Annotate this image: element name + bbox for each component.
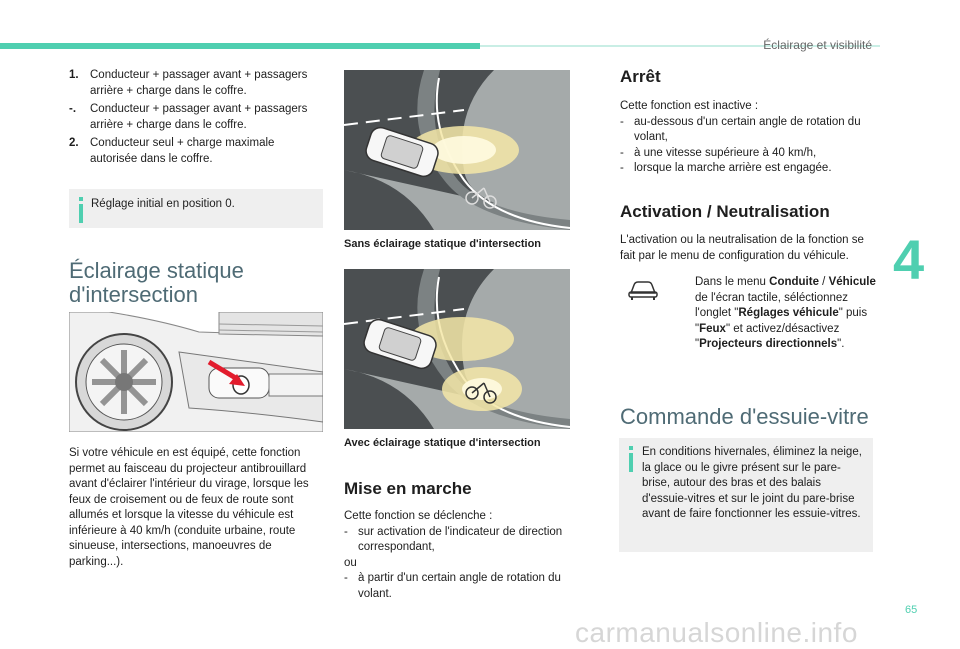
info-text: En conditions hivernales, éliminez la neige, la glace ou le givre présent sur le pare-brise, autour des bras et des balais d'essuie-vitres et sur le joint du pare-brise avant de faire fonctionner les essuie-vitres. <box>642 446 862 520</box>
list-item: 2. Conducteur seul + charge maximale autorisée dans le coffre. <box>69 137 275 165</box>
list-item: - à partir d'un certain angle de rotation du volant. <box>344 572 561 600</box>
illustration-with-cornering-light <box>344 269 570 429</box>
running-header: Éclairage et visibilité <box>763 38 872 52</box>
activation-conditions: Cette fonction se déclenche : - sur activation de l'indicateur de direction correspondant, ou - à partir d'un certain angle de rotation du volant. <box>344 509 576 602</box>
fog-lamp-illustration <box>69 312 323 432</box>
watermark: carmanualsonline.info <box>575 617 858 648</box>
load-list <box>69 68 323 167</box>
info-box-wiper <box>619 438 873 552</box>
arrow-bullet-icon <box>677 275 695 353</box>
info-icon <box>75 197 87 223</box>
car-icon <box>627 279 659 301</box>
section-title-wiper: Commande d'essuie-vitre <box>620 404 869 429</box>
section-title-static-lighting: Éclairage statique d'intersection <box>69 258 244 307</box>
section-title-stop: Arrêt <box>620 67 661 86</box>
header-accent-bar <box>0 43 480 49</box>
list-item: - sur activation de l'indicateur de direction correspondant, <box>344 525 563 553</box>
info-text: Réglage initial en position 0. <box>91 198 235 210</box>
illustration-without-cornering-light <box>344 70 570 230</box>
list-item: -. Conducteur + passager avant + passagers arrière + charge dans le coffre. <box>69 103 308 131</box>
page-number: 65 <box>905 604 918 616</box>
list-item: - à une vitesse supérieure à 40 km/h, <box>620 146 817 159</box>
list-item: - au-dessous d'un certain angle de rotation du volant, <box>620 115 861 143</box>
activation-neutralisation-text: L'activation ou la neutralisation de la fonction se fait par le menu de configuration du véhicule. <box>620 234 864 262</box>
figure-caption-with: Avec éclairage statique d'intersection <box>344 437 541 449</box>
menu-instruction: Dans le menu Conduite / Véhicule de l'écran tactile, séléctionnez l'onglet "Réglages véhicule" puis "Feux" et activez/désactivez "Projecteurs directionnels". <box>677 275 877 353</box>
section-title-activation-neutralisation: Activation / Neutralisation <box>620 202 830 221</box>
chapter-number: 4 <box>893 228 925 291</box>
stop-conditions: Cette fonction est inactive : - au-dessous d'un certain angle de rotation du volant, - à une vitesse supérieure à 40 km/h, - lorsque la marche arrière est engagée. <box>620 99 874 177</box>
list-item: 1. Conducteur + passager avant + passagers arrière + charge dans le coffre. <box>69 69 308 97</box>
info-icon <box>625 446 637 472</box>
info-box-initial-setting <box>69 189 323 228</box>
figure-caption-without: Sans éclairage statique d'intersection <box>344 238 542 250</box>
list-item: - lorsque la marche arrière est engagée. <box>620 162 832 174</box>
static-lighting-description: Si votre véhicule en est équipé, cette fonction permet au faisceau du projecteur antibrouillard avant d'éclairer l'intérieur du virage, lorsque les feux de croisement ou de feux de route sont allumés et lorsque la vitesse du véhicule est inférieure à 40 km/h (conduite urbaine, route sinueuse, intersections, manoeuvres de parking...). <box>69 447 309 568</box>
section-title-activation: Mise en marche <box>344 479 472 498</box>
